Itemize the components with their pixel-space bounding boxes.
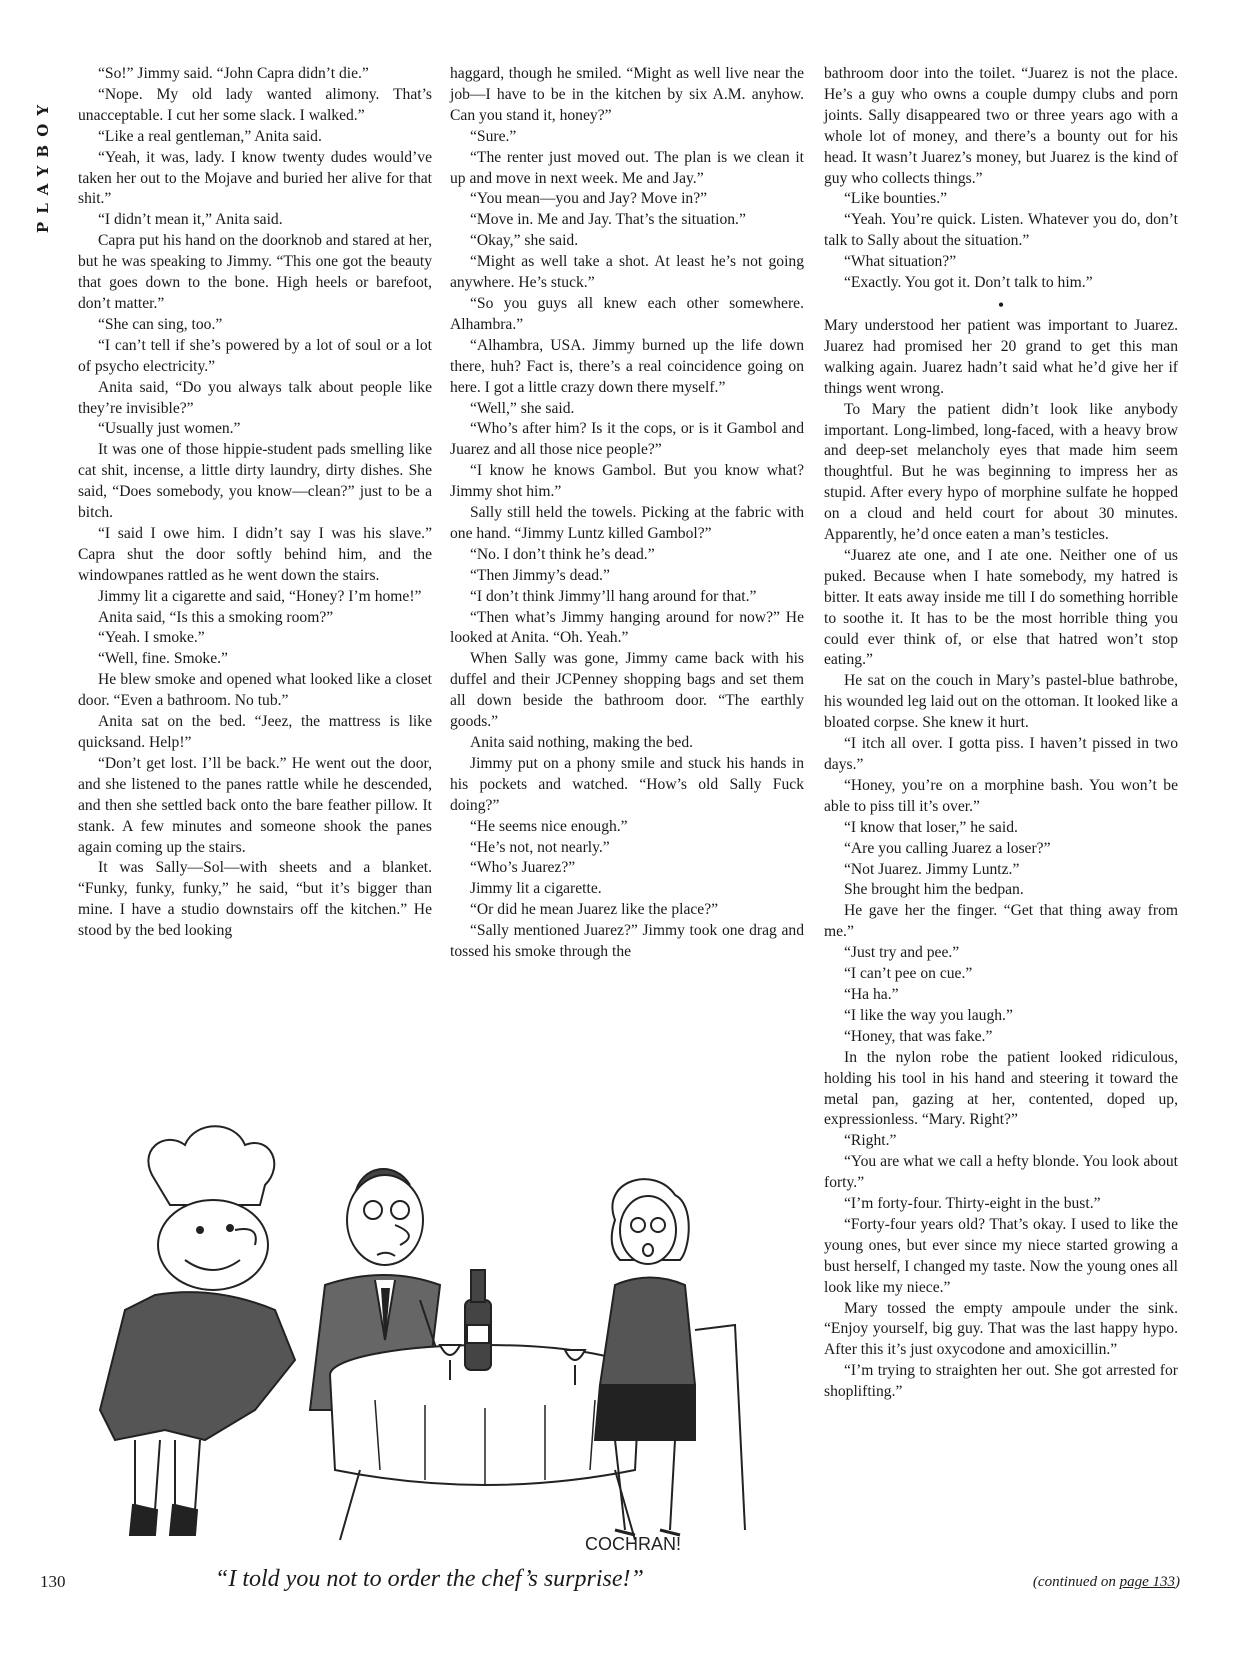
cartoon-illustration <box>95 1110 775 1555</box>
paragraph: “Ha ha.” <box>844 985 899 1003</box>
paragraph: “Right.” <box>844 1132 897 1150</box>
paragraph: “Honey, you’re on a morphine bash. You won’t be able to piss till it’s over.” <box>824 776 1178 815</box>
paragraph: It was Sally—Sol—with sheets and a blanket. “Funky, funky, funky,” he said, “but it’s bigger than mine. I have a studio downstairs off the kitchen.” He stood by the bed looking <box>78 859 432 940</box>
paragraph: “Sally mentioned Juarez?” Jimmy took one drag and tossed his smoke through the <box>450 922 804 961</box>
paragraph: “Not Juarez. Jimmy Luntz.” <box>844 860 1020 878</box>
paragraph: “Then what’s Jimmy hanging around for now?” He looked at Anita. “Oh. Yeah.” <box>450 608 804 647</box>
continued-note <box>970 1574 1180 1591</box>
paragraph: “He seems nice enough.” <box>470 817 628 835</box>
paragraph: Anita said, “Is this a smoking room?” <box>98 608 334 626</box>
paragraph: He gave her the finger. “Get that thing away from me.” <box>824 902 1178 941</box>
paragraph: “Well,” she said. <box>470 399 575 417</box>
paragraph: “What situation?” <box>844 253 957 271</box>
paragraph: “Nope. My old lady wanted alimony. That’s unacceptable. I cut her some slack. I walked.” <box>78 85 432 124</box>
masthead <box>32 60 54 270</box>
text-column-1 <box>78 64 432 942</box>
paragraph: “Yeah. You’re quick. Listen. Whatever you do, don’t talk to Sally about the situation.” <box>824 211 1178 250</box>
paragraph: Anita said, “Do you always talk about people like they’re invisible?” <box>78 378 432 417</box>
paragraph: To Mary the patient didn’t look like anybody important. Long-limbed, long-faced, with a heavy brow and deep-set melancholy eyes that made him seem thoughtful. But he was beginning to impress her as stupid. After every hypo of morphine sulfate he hopped on a cloud and held court for about 30 minutes. Apparently, he’d once eaten a man’s testicles. <box>824 400 1178 544</box>
text-column-2 <box>450 64 804 963</box>
paragraph: “Well, fine. Smoke.” <box>98 650 228 668</box>
paragraph: Jimmy lit a cigarette. <box>470 880 602 898</box>
continued-page-link[interactable]: page 133 <box>1119 1574 1175 1590</box>
paragraph: Anita said nothing, making the bed. <box>470 734 694 751</box>
paragraph: “Like bounties.” <box>844 190 948 208</box>
paragraph: “So you guys all knew each other somewhere. Alhambra.” <box>450 294 804 333</box>
paragraph: Anita sat on the bed. “Jeez, the mattress is like quicksand. Help!” <box>78 713 432 751</box>
paragraph: “Don’t get lost. I’ll be back.” He went out the door, and she listened to the panes rattle while he descended, and then she settled back onto the bare feather pillow. It stank. A few minutes and someone shook the panes again coming up the stairs. <box>78 754 432 856</box>
paragraph: “I know he knows Gambol. But you know what? Jimmy shot him.” <box>450 462 804 501</box>
paragraph: “Who’s Juarez?” <box>470 859 576 877</box>
paragraph: It was one of those hippie-student pads smelling like cat shit, incense, a little dirty laundry, dirty dishes. She said, “Does somebody, you know—clean?” just to be a bitch. <box>78 441 432 522</box>
paragraph: haggard, though he smiled. “Might as well live near the job—I have to be in the kitchen by six A.M. anyhow. Can you stand it, honey?” <box>450 65 804 124</box>
paragraph: “I itch all over. I gotta piss. I haven’t pissed in two days.” <box>824 735 1178 773</box>
paragraph: Jimmy put on a phony smile and stuck his hands in his pockets and watched. “How’s old Sally Fuck doing?” <box>450 754 804 814</box>
paragraph: bathroom door into the toilet. “Juarez is not the place. He’s a guy who owns a couple dumpy clubs and porn joints. Sally disappeared two or three years ago with a whole lot of money, and there’s a bounty out for his head. It wasn’t Juarez’s money, but Juarez is the kind of guy who collects things.” <box>824 65 1178 187</box>
paragraph: “I don’t think Jimmy’ll hang around for that.” <box>470 587 757 605</box>
paragraph: “Are you calling Juarez a loser?” <box>844 839 1051 857</box>
paragraph: “So!” Jimmy said. “John Capra didn’t die.” <box>98 65 369 82</box>
masthead-text: PLAYBOY <box>34 96 52 234</box>
paragraph: “Or did he mean Juarez like the place?” <box>470 901 719 919</box>
paragraph: When Sally was gone, Jimmy came back with his duffel and their JCPenney shopping bags and set them all down beside the bathroom door. “The earthly goods.” <box>450 650 804 731</box>
paragraph: “I can’t tell if she’s powered by a lot of soul or a lot of psycho electricity.” <box>78 336 432 375</box>
section-break: • <box>997 294 1005 315</box>
paragraph: “You mean—you and Jay? Move in?” <box>470 190 708 208</box>
paragraph: “Like a real gentleman,” Anita said. <box>98 127 322 145</box>
paragraph: “Forty-four years old? That’s okay. I used to like the young ones, but ever since my niece started growing a bust herself, I changed my taste. Now the young ones all look like my niece.” <box>824 1215 1178 1296</box>
paragraph: “I like the way you laugh.” <box>844 1006 1013 1024</box>
paragraph: “I said I owe him. I didn’t say I was his slave.” Capra shut the door softly behind him, and the windowpanes rattled as he went down the stairs. <box>78 524 432 584</box>
paragraph: “Yeah, it was, lady. I know twenty dudes would’ve taken her out to the Mojave and buried her alive for that shit.” <box>78 148 432 208</box>
paragraph: He sat on the couch in Mary’s pastel-blue bathrobe, his wounded leg laid out on the ottoman. It looked like a bloated corpse. She knew it hurt. <box>824 672 1178 732</box>
paragraph: “She can sing, too.” <box>98 315 223 333</box>
paragraph: Sally still held the towels. Picking at the fabric with one hand. “Jimmy Luntz killed Gambol?” <box>450 504 804 542</box>
paragraph: He blew smoke and opened what looked like a closet door. “Even a bathroom. No tub.” <box>78 671 432 710</box>
text-column-3 <box>824 64 1178 1403</box>
paragraph: In the nylon robe the patient looked ridiculous, holding his tool in his hand and steering it toward the metal pan, gazing at her, contented, doped up, expressionless. “Mary. Right?” <box>824 1048 1178 1129</box>
paragraph: “I know that loser,” he said. <box>844 818 1018 836</box>
paragraph: “Just try and pee.” <box>844 944 960 962</box>
paragraph: “I didn’t mean it,” Anita said. <box>98 211 283 229</box>
paragraph: “Might as well take a shot. At least he’s not going anywhere. He’s stuck.” <box>450 253 804 292</box>
paragraph: “Exactly. You got it. Don’t talk to him.” <box>844 274 1093 292</box>
cartoon-caption: “I told you not to order the chef’s surprise!” <box>215 1566 644 1592</box>
paragraph: “Then Jimmy’s dead.” <box>470 566 610 584</box>
paragraph: “The renter just moved out. The plan is we clean it up and move in next week. Me and Jay.” <box>450 148 804 187</box>
paragraph: “I’m trying to straighten her out. She got arrested for shoplifting.” <box>824 1362 1178 1401</box>
paragraph: “Who’s after him? Is it the cops, or is it Gambol and Juarez and all those nice people?” <box>450 420 804 459</box>
paragraph: “Usually just women.” <box>98 420 241 438</box>
paragraph: “He’s not, not nearly.” <box>470 838 610 856</box>
paragraph: “Move in. Me and Jay. That’s the situation.” <box>470 211 746 229</box>
continued-prefix: (continued on <box>1032 1574 1120 1590</box>
paragraph: Capra put his hand on the doorknob and stared at her, but he was speaking to Jimmy. “This one got the beauty that goes down to the bone. High heels or barefoot, don’t matter.” <box>78 232 432 312</box>
paragraph: “Okay,” she said. <box>470 232 579 250</box>
paragraph: “You are what we call a hefty blonde. You look about forty.” <box>824 1153 1178 1192</box>
paragraph: She brought him the bedpan. <box>844 881 1024 899</box>
continued-suffix: ) <box>1175 1574 1180 1590</box>
chef-figure <box>100 1126 295 1535</box>
paragraph: Mary tossed the empty ampoule under the sink. “Enjoy yourself, big guy. That was the last happy hypo. After this it’s just oxycodone and amoxicillin.” <box>824 1299 1178 1359</box>
paragraph: “I can’t pee on cue.” <box>844 965 973 983</box>
paragraph: “Honey, that was fake.” <box>844 1027 993 1045</box>
paragraph: “I’m forty-four. Thirty-eight in the bust.” <box>844 1195 1101 1213</box>
paragraph: “Sure.” <box>470 127 517 145</box>
paragraph: Mary understood her patient was important to Juarez. Juarez had promised her 20 grand to get this man walking again. Juarez hadn’t said what he’d give her if things went wrong. <box>824 316 1178 397</box>
cartoon-signature: COCHRAN! <box>585 1534 682 1554</box>
paragraph: “No. I don’t think he’s dead.” <box>470 545 655 563</box>
paragraph: “Juarez ate one, and I ate one. Neither one of us puked. Because when I hate somebody, my hatred is bitter. It eats away inside me till I do something horrible to soothe it. It has to be the most horrible thing you could ever think of, or else that hatred won’t stop eating.” <box>824 546 1178 669</box>
paragraph: “Alhambra, USA. Jimmy burned up the life down there, huh? Fact is, there’s a real coincidence going on here. I got a little crazy down there myself.” <box>450 336 804 396</box>
paragraph: Jimmy lit a cigarette and said, “Honey? I’m home!” <box>98 587 422 605</box>
page-number: 130 <box>40 1572 66 1591</box>
paragraph: “Yeah. I smoke.” <box>98 629 205 647</box>
